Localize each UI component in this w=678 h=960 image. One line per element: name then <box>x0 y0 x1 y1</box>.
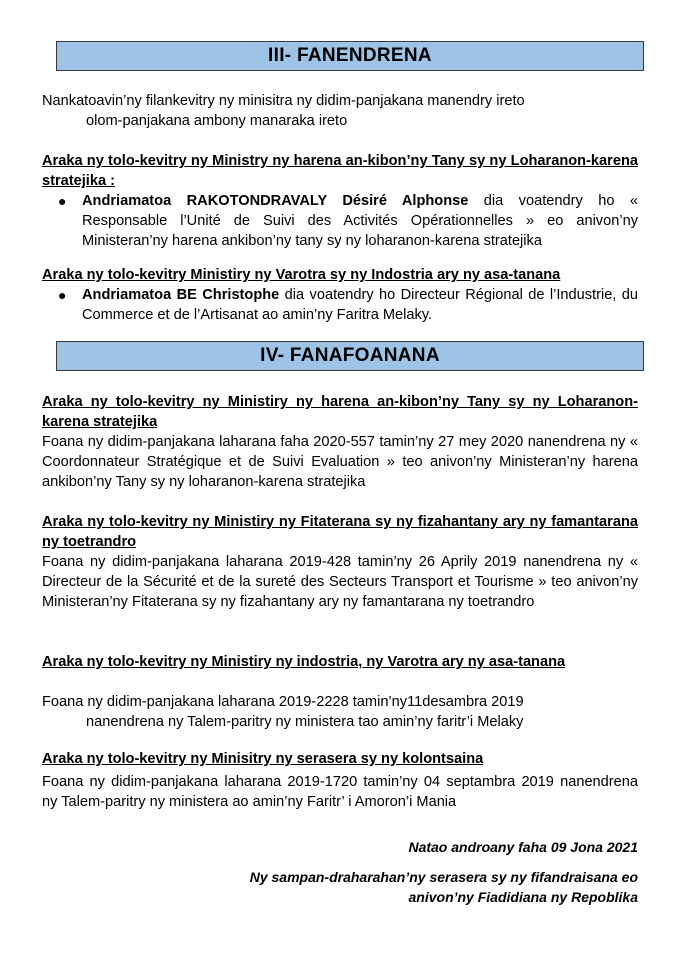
signatory-line-2: anivon’ny Fiadidiana ny Repoblika <box>408 889 638 905</box>
s4-group-1-heading: Araka ny tolo-kevitry ny Ministiry ny harena an-kibon’ny Tany sy ny Loharanon-karena stratejika <box>42 394 638 430</box>
s3-group-2-heading: Araka ny tolo-kevitry Ministiry ny Varotra sy ny Indostria ary ny asa-tanana <box>42 267 561 283</box>
footer-signatory <box>178 867 638 907</box>
bullet-name: Andriamatoa BE Christophe <box>82 287 280 303</box>
s4-group-3-text <box>42 692 638 732</box>
section-3-title: III- FANENDRENA <box>268 45 432 66</box>
s4-group-3-line-1: Foana ny didim-panjakana laharana 2019-2228 tamin’ny11desambra 2019 <box>42 694 524 710</box>
section-3-intro <box>42 91 638 131</box>
section-4-banner <box>56 341 644 371</box>
footer-date: Natao androany faha 09 Jona 2021 <box>408 839 638 855</box>
s3-group-1-heading: Araka ny tolo-kevitry ny Ministry ny harena an-kibon’ny Tany sy ny Loharanon-karena stratejika : <box>42 153 638 189</box>
bullet-body: dia voatendry ho « Responsable l’Unité de Suivi des Activités Opérationnelles » eo anivon’ny Ministeran’ny harena ankibon’ny tany sy ny loharanon-karena stratejika <box>82 193 638 249</box>
bullet-dot-icon: ● <box>58 287 67 303</box>
s4-group-3-line-2: nanendrena ny Talem-paritry ny ministera tao amin’ny faritr’i Melaky <box>86 714 524 730</box>
s4-group-4-heading: Araka ny tolo-kevitry ny Minisitry ny serasera sy ny kolontsaina <box>42 751 484 767</box>
s3-group-1-bullet <box>58 191 638 251</box>
section-3-banner <box>56 41 644 71</box>
intro-line-1: Nankatoavin’ny filankevitry ny minisitra ny didim-panjakana manendry ireto <box>42 93 525 109</box>
s4-group-1-text: Foana ny didim-panjakana laharana faha 2020-557 tamin’ny 27 mey 2020 nanendrena ny « Coordonnateur Stratégique et de Suivi Evaluation » teo anivon’ny Ministeran’ny harena ankibon’ny Tany sy ny loharanon-karena stratejika <box>42 434 638 490</box>
bullet-body: dia voatendry ho Directeur Régional de l’Industrie, du Commerce et de l’Artisanat ao amin’ny Faritra Melaky. <box>82 287 638 323</box>
bullet-text <box>58 285 638 325</box>
bullet-dot-icon: ● <box>58 193 67 209</box>
s4-group-3-heading: Araka ny tolo-kevitry ny Ministiry ny indostria, ny Varotra ary ny asa-tanana <box>42 654 566 670</box>
s4-group-4-text: Foana ny didim-panjakana laharana 2019-1720 tamin’ny 04 septambra 2019 nanendrena ny Talem-paritry ny ministera ao amin’ny Faritr’ i Amoron’i Mania <box>42 774 638 810</box>
bullet-name: Andriamatoa RAKOTONDRAVALY Désiré Alphonse <box>82 193 469 209</box>
bullet-text <box>58 191 638 251</box>
section-4-title: IV- FANAFOANANA <box>260 345 440 366</box>
s3-group-2-bullet <box>58 285 638 325</box>
signatory-line-1: Ny sampan-draharahan’ny serasera sy ny fifandraisana eo <box>249 869 638 885</box>
s4-group-2-heading: Araka ny tolo-kevitry ny Ministiry ny Fitaterana sy ny fizahantany ary ny famantarana ny toetrandro <box>42 514 638 550</box>
intro-line-2: olom-panjakana ambony manaraka ireto <box>86 113 348 129</box>
s4-group-2-text: Foana ny didim-panjakana laharana 2019-428 tamin’ny 26 Aprily 2019 nanendrena ny « Directeur de la Sécurité et de la sureté des Secteurs Transport et Tourisme » teo anivon’ny Ministeran’ny Fitaterana sy ny fizahantany ary ny famantarana ny toetrandro <box>42 554 638 610</box>
